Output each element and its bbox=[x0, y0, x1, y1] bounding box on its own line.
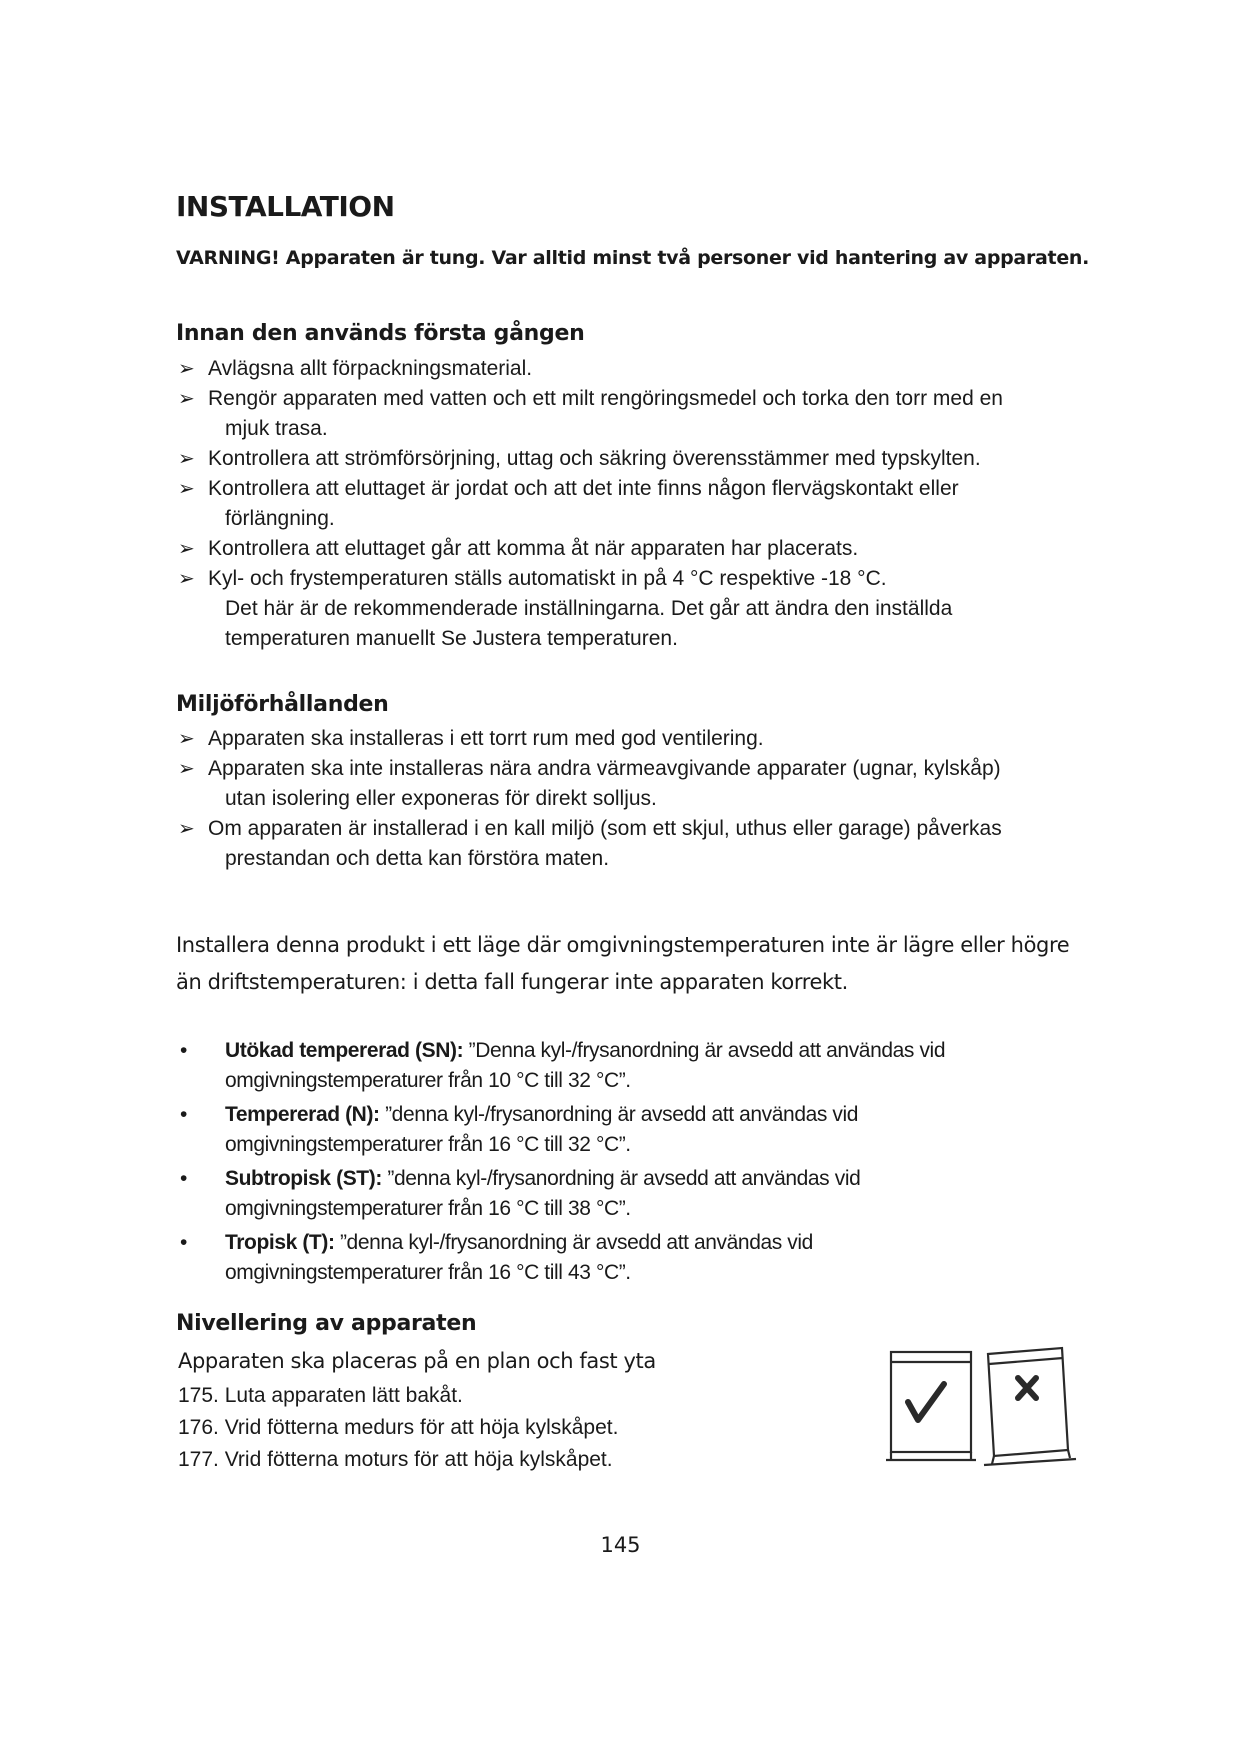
bullet-dot-icon: • bbox=[180, 1103, 187, 1126]
list-item: ➢ Kontrollera att strömförsörjning, uttag och säkring överensstämmer med typskylten. bbox=[176, 444, 1116, 474]
arrow-bullet-icon: ➢ bbox=[178, 818, 195, 840]
arrow-bullet-icon: ➢ bbox=[178, 728, 195, 750]
list-item: 175. Luta apparaten lätt bakåt. bbox=[178, 1384, 463, 1407]
leveling-steps bbox=[178, 1380, 618, 1476]
list-item: • Utökad tempererad (SN): ”Denna kyl-/frysanordning är avsedd att användas vid omgivningstemperaturer från 10 °C till 32 °C”. bbox=[176, 1036, 1056, 1096]
list-item: • Tempererad (N): ”denna kyl-/frysanordning är avsedd att användas vid omgivningstemperaturer från 16 °C till 32 °C”. bbox=[176, 1100, 1056, 1160]
list-item: ➢ Kyl- och frystemperaturen ställs automatiskt in på 4 °C respektive -18 °C. bbox=[176, 564, 1116, 594]
list-item: 176. Vrid fötterna medurs för att höja kylskåpet. bbox=[178, 1416, 619, 1439]
list-item: ➢ Om apparaten är installerad i en kall miljö (som ett skjul, uthus eller garage) påverkas prestandan och detta kan förstöra maten. bbox=[176, 814, 1116, 874]
environment-list bbox=[176, 724, 1116, 874]
fridge-incorrect-icon bbox=[984, 1348, 1076, 1465]
arrow-bullet-icon: ➢ bbox=[178, 388, 195, 410]
bullet-dot-icon: • bbox=[180, 1039, 187, 1062]
first-use-list bbox=[176, 354, 1116, 654]
arrow-bullet-icon: ➢ bbox=[178, 538, 195, 560]
note-line: temperaturen manuellt Se Justera temperaturen. bbox=[225, 627, 678, 650]
warning-text: VARNING! Apparaten är tung. Var alltid minst två personer vid hantering av apparaten. bbox=[176, 247, 1090, 269]
list-item: • Tropisk (T): ”denna kyl-/frysanordning är avsedd att användas vid omgivningstemperaturer från 16 °C till 43 °C”. bbox=[176, 1228, 1056, 1288]
section-heading-environment: Miljöförhållanden bbox=[176, 692, 389, 717]
arrow-bullet-icon: ➢ bbox=[178, 568, 195, 590]
leveling-illustration bbox=[884, 1340, 1080, 1470]
arrow-bullet-icon: ➢ bbox=[178, 758, 195, 780]
list-item: ➢ Apparaten ska installeras i ett torrt rum med god ventilering. bbox=[176, 724, 1116, 754]
arrow-bullet-icon: ➢ bbox=[178, 448, 195, 470]
arrow-bullet-icon: ➢ bbox=[178, 358, 195, 380]
list-item: ➢ Rengör apparaten med vatten och ett milt rengöringsmedel och torka den torr med en mjuk trasa. bbox=[176, 384, 1116, 444]
list-item: • Subtropisk (ST): ”denna kyl-/frysanordning är avsedd att användas vid omgivningstemperaturer från 16 °C till 38 °C”. bbox=[176, 1164, 1056, 1224]
bullet-dot-icon: • bbox=[180, 1231, 187, 1254]
page-title: INSTALLATION bbox=[176, 190, 395, 223]
leveling-intro: Apparaten ska placeras på en plan och fast yta bbox=[178, 1349, 656, 1373]
arrow-bullet-icon: ➢ bbox=[178, 478, 195, 500]
install-paragraph: Installera denna produkt i ett läge där omgivningstemperaturen inte är lägre eller högre än driftstemperaturen: i detta fall fungerar inte apparaten korrekt. bbox=[176, 933, 1070, 994]
list-item: ➢ Avlägsna allt förpackningsmaterial. bbox=[176, 354, 1116, 384]
note-line: Det här är de rekommenderade inställningarna. Det går att ändra den inställda bbox=[225, 597, 953, 620]
climate-class-list bbox=[176, 1036, 1056, 1292]
list-item: ➢ Kontrollera att eluttaget går att komma åt när apparaten har placerats. bbox=[176, 534, 1116, 564]
section-heading-first-use: Innan den används första gången bbox=[176, 321, 585, 346]
list-item: 177. Vrid fötterna moturs för att höja kylskåpet. bbox=[178, 1448, 613, 1471]
section-heading-leveling: Nivellering av apparaten bbox=[176, 1311, 477, 1336]
fridge-correct-icon bbox=[886, 1352, 976, 1460]
bullet-dot-icon: • bbox=[180, 1167, 187, 1190]
list-item: ➢ Kontrollera att eluttaget är jordat och att det inte finns någon flervägskontakt eller förlängning. bbox=[176, 474, 1116, 534]
list-item: ➢ Apparaten ska inte installeras nära andra värmeavgivande apparater (ugnar, kylskåp) utan isolering eller exponeras för direkt solljus. bbox=[176, 754, 1116, 814]
page-number: 145 bbox=[600, 1533, 641, 1557]
